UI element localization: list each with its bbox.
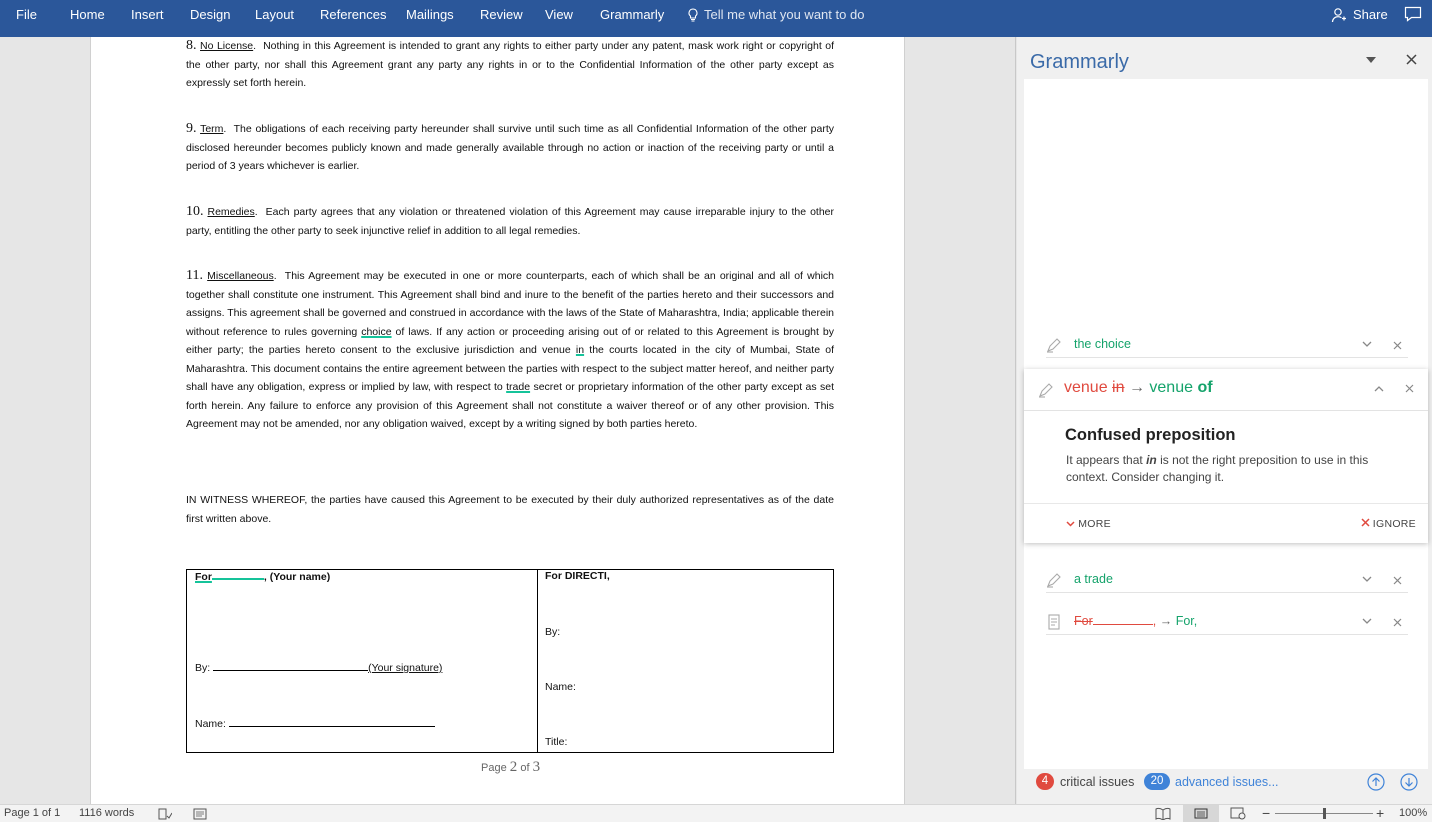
ignore-button[interactable]: IGNORE [1361, 518, 1416, 530]
chevron-up-icon[interactable] [1374, 385, 1384, 392]
section-number: 9. [186, 121, 197, 136]
advanced-count-badge: 20 [1144, 773, 1170, 790]
ribbon [0, 0, 1432, 37]
zoom-slider[interactable] [1275, 813, 1373, 814]
page-count[interactable]: Page 1 of 1 [4, 807, 61, 819]
grammarly-footer [1017, 770, 1432, 804]
section-number: 8. [186, 38, 197, 53]
expanded-card-header[interactable] [1024, 369, 1428, 411]
tell-me-text: Tell me what you want to do [704, 7, 865, 22]
zoom-in-button[interactable]: + [1376, 805, 1385, 821]
word-count[interactable]: 1116 words [79, 807, 135, 819]
suggestion-card-for[interactable] [1046, 611, 1408, 635]
advanced-issues-link[interactable]: advanced issues... [1175, 775, 1279, 789]
left-for-line [195, 570, 330, 583]
section-number: 11. [186, 268, 203, 283]
section-text: Nothing in this Agreement is intended to grant any rights to either party under any patent, mask work right or copyright of the other party, nor shall this Agreement grant any party any rights in or to the Confidential Information of the other party except as expressly set forth herein. [186, 40, 834, 89]
suggestions-list [1024, 79, 1428, 769]
dismiss-icon[interactable] [1393, 576, 1402, 585]
witness-paragraph: IN WITNESS WHEREOF, the parties have caused this Agreement to be executed by their duly authorized representatives as of the date first written above. [186, 494, 834, 525]
dismiss-icon[interactable] [1393, 618, 1402, 627]
document-page[interactable] [90, 37, 905, 804]
arrow-right-icon: → [1159, 614, 1173, 628]
section-text: Each party agrees that any violation or threatened violation of this Agreement may cause irreparable injury to the other party, entitling the other party to seek injunctive relief in addition to all legal remedies. [186, 206, 834, 237]
right-for-line: For DIRECTI, [545, 570, 610, 582]
section-heading: Remedies [207, 206, 255, 218]
issue-description: It appears that in is not the right preposition to use in this context. Consider changing it. [1066, 453, 1369, 484]
left-name-suffix: , (Your name) [263, 571, 331, 583]
correction-text: For , → For, [1074, 614, 1198, 628]
section-text: The obligations of each receiving party hereunder shall survive until such time as all Confidential Information of the other party disclosed hereunder becomes publicly known and made generally available through no action or inaction of the receiving party or until a period of 3 years whichever is earlier. [186, 123, 834, 172]
print-layout-button[interactable] [1183, 805, 1219, 822]
previous-issue-icon[interactable] [1367, 773, 1385, 791]
dismiss-icon[interactable] [1393, 341, 1402, 350]
read-mode-icon[interactable] [1155, 807, 1171, 820]
close-icon [1361, 518, 1370, 527]
suggestion-card-choice[interactable] [1046, 334, 1408, 358]
web-layout-icon[interactable] [1230, 807, 1246, 820]
grammarly-panel [1017, 37, 1432, 804]
zoom-slider-thumb[interactable] [1323, 808, 1326, 819]
document-icon [1046, 614, 1064, 630]
name-line [229, 717, 435, 727]
right-title-label: Title: [545, 736, 568, 748]
tab-home[interactable]: Home [70, 7, 105, 22]
right-name-label: Name: [545, 681, 576, 693]
arrow-right-icon: → [1128, 379, 1145, 396]
pen-icon [1046, 572, 1064, 588]
document-area [0, 37, 1016, 804]
section-heading: Miscellaneous [207, 270, 274, 282]
suggestion-text: a trade [1074, 572, 1113, 586]
tab-review[interactable]: Review [480, 7, 523, 22]
flagged-for[interactable]: For [195, 571, 212, 583]
chevron-down-icon[interactable] [1362, 618, 1372, 625]
print-layout-icon [1194, 808, 1208, 819]
right-by-label: By: [545, 626, 561, 638]
section-heading: Term [200, 123, 224, 135]
left-by-label: By: [195, 662, 211, 674]
proofing-icon[interactable] [158, 808, 172, 820]
tab-insert[interactable]: Insert [131, 7, 164, 22]
section-text: the courts located in the city of Mumbai, State of Maharashtra. This document contains the entire agreement between the parties with respect to the subject matter hereof, and neither party shall have any obligation, express or implied by law, with respect to [186, 344, 834, 393]
tab-grammarly[interactable]: Grammarly [600, 7, 665, 22]
pen-icon [1046, 337, 1064, 353]
critical-count-badge: 4 [1036, 773, 1054, 790]
section-9: 9. Term. The obligations of each receiving party hereunder shall survive until such time as all Confidential Information of the other party disclosed hereunder becomes publicly known and made generally available through no action or inaction of the receiving party or until a period of 3 years whichever is earlier. [186, 121, 834, 172]
tab-file[interactable]: File [16, 7, 37, 22]
more-button[interactable]: MORE [1066, 518, 1111, 530]
panel-title: Grammarly [1030, 51, 1129, 73]
status-bar [0, 804, 1432, 822]
panel-options-icon[interactable] [1366, 57, 1376, 63]
left-name-line [195, 717, 435, 730]
expanded-suggestion-card[interactable] [1024, 369, 1428, 543]
tab-references[interactable]: References [320, 7, 387, 22]
section-number: 10. [186, 204, 204, 219]
section-11: 11. Miscellaneous. This Agreement may be executed in one or more counterparts, each of which shall be an original and all of which together shall constitute one instrument. This Agreement shall bind and inure to the benefit of the parties hereto and their successors and assigns. This agreement shall be governed and construed in accordance with the laws of the State of Maharashtra, India; applicable therein without reference to rules governing choice of laws. If any action or proceeding arising out of or related to this Agreement is brought by either party; the parties hereto consent to the exclusive jurisdiction and venue in the courts located in the city of Mumbai, State of Maharashtra. This document contains the entire agreement between the parties with respect to the subject matter hereof, and neither party shall have any obligation, express or implied by law, with respect to trade secret or proprietary information of the other party except as set forth herein. Any failure to enforce any provision of this Agreement shall not constitute a waiver thereof or of any other provision. This Agreement may not be amended, nor any obligation waived, except by a writing signed by both parties hereto. [186, 268, 834, 430]
page-number-footer: Page 2 of 3 [481, 759, 541, 775]
left-by-line [195, 661, 442, 674]
left-name-label: Name: [195, 718, 226, 730]
zoom-level[interactable]: 100% [1399, 807, 1428, 819]
section-text: This Agreement may be executed in one or more counterparts, each of which shall be an original and all of which together shall constitute one instrument. This Agreement shall bind and inure to the benefit of the parties hereto and their successors and assigns. This agreement shall be governed and construed in accordance with the laws of the State of Maharashtra, India; applicable therein without reference to rules governing [186, 270, 834, 338]
section-text: secret or proprietary information of the other party except as set forth herein. Any failure to enforce any provision of this Agreement shall not constitute a waiver thereof or of any other provision. This Agreement may not be amended, nor any obligation waived, except by a writing signed by both parties hereto. [186, 381, 834, 430]
panel-close-icon[interactable] [1406, 54, 1417, 65]
section-10: 10. Remedies. Each party agrees that any violation or threatened violation of this Agreement may cause irreparable injury to the other party, entitling the other party to seek injunctive relief in addition to all legal remedies. [186, 204, 834, 237]
section-heading: No License [200, 40, 254, 52]
tab-layout[interactable]: Layout [255, 7, 295, 22]
suggestion-card-trade[interactable] [1046, 569, 1408, 593]
signature-hint: (Your signature) [368, 662, 443, 674]
flagged-word-choice[interactable]: choice [361, 325, 392, 338]
flagged-word-in[interactable]: in [575, 344, 585, 356]
share-label: Share [1353, 7, 1388, 22]
zoom-out-button[interactable]: − [1262, 805, 1271, 821]
share-button[interactable] [1331, 0, 1388, 30]
lightbulb-icon [687, 8, 699, 22]
section-text: of laws. If any action or proceeding arising out of or related to this Agreement is brought by either party; the parties hereto consent to the exclusive jurisdiction and venue [186, 325, 834, 356]
person-icon [1331, 7, 1347, 23]
tab-mailings[interactable]: Mailings [406, 7, 454, 22]
blank-line [212, 570, 264, 580]
card-actions [1024, 503, 1428, 543]
signature-table [186, 569, 834, 753]
section-8: 8. No License. Nothing in this Agreement is intended to grant any rights to either party under any patent, mask work right or copyright of the other party, nor shall this Agreement grant any party any rights in or to the Confidential Information of the other party except as expressly set forth herein. [186, 38, 834, 89]
dismiss-icon[interactable] [1405, 384, 1414, 393]
issue-title: Confused preposition [1065, 426, 1236, 444]
correction-text: venue in → venue of [1064, 379, 1213, 396]
chevron-down-icon[interactable] [1362, 576, 1372, 583]
tab-design[interactable]: Design [190, 7, 231, 22]
comment-icon[interactable] [1404, 6, 1422, 22]
flagged-word-trade[interactable]: trade [506, 381, 531, 393]
macro-icon[interactable] [193, 808, 207, 820]
suggestion-text: the choice [1074, 337, 1131, 351]
chevron-down-icon [1066, 521, 1075, 527]
signature-line [213, 661, 368, 671]
tab-view[interactable]: View [545, 7, 573, 22]
table-divider [537, 570, 538, 752]
next-issue-icon[interactable] [1400, 773, 1418, 791]
pen-icon [1038, 382, 1056, 398]
critical-issues-label: critical issues [1060, 775, 1135, 789]
chevron-down-icon[interactable] [1362, 341, 1372, 348]
tell-me-box[interactable] [687, 0, 864, 30]
